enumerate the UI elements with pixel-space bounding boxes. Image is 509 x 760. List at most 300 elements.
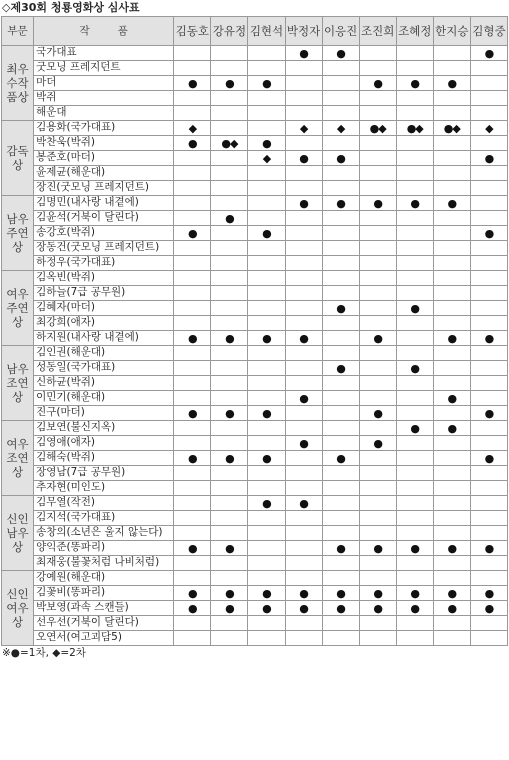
vote-cell xyxy=(322,241,359,256)
category-cell: 신인 여우 상 xyxy=(2,571,34,646)
vote-cell xyxy=(322,421,359,436)
nominee-cell: 김지석(국가대표) xyxy=(34,511,174,526)
vote-cell xyxy=(174,526,211,541)
vote-cell xyxy=(322,136,359,151)
vote-cell: ● xyxy=(174,226,211,241)
vote-cell xyxy=(396,526,433,541)
vote-cell xyxy=(396,91,433,106)
vote-cell: ● xyxy=(248,76,285,91)
table-row xyxy=(2,121,508,136)
vote-cell: ● xyxy=(470,226,507,241)
vote-cell xyxy=(285,271,322,286)
table-row xyxy=(2,466,508,481)
vote-cell: ● xyxy=(470,451,507,466)
vote-cell xyxy=(211,316,248,331)
vote-cell xyxy=(174,511,211,526)
table-row xyxy=(2,211,508,226)
vote-cell xyxy=(470,196,507,211)
judge-header: 조진희 xyxy=(359,17,396,46)
judge-header: 김동호 xyxy=(174,17,211,46)
vote-cell xyxy=(396,511,433,526)
vote-cell xyxy=(396,481,433,496)
vote-cell: ● xyxy=(359,586,396,601)
vote-cell xyxy=(433,361,470,376)
nominee-cell: 최재웅(불꽃처럼 나비처럼) xyxy=(34,556,174,571)
nominee-cell: 김영애(애자) xyxy=(34,436,174,451)
table-row xyxy=(2,406,508,421)
vote-cell xyxy=(174,271,211,286)
nominee-cell: 장영남(7급 공무원) xyxy=(34,466,174,481)
vote-cell xyxy=(396,376,433,391)
vote-cell xyxy=(248,316,285,331)
vote-cell xyxy=(248,376,285,391)
vote-cell xyxy=(285,301,322,316)
vote-cell xyxy=(470,376,507,391)
vote-cell xyxy=(248,616,285,631)
vote-cell xyxy=(285,541,322,556)
table-body xyxy=(2,46,508,646)
vote-cell xyxy=(285,91,322,106)
vote-cell xyxy=(285,241,322,256)
vote-cell xyxy=(359,166,396,181)
vote-cell xyxy=(285,406,322,421)
vote-cell xyxy=(174,91,211,106)
category-cell: 남우 조연 상 xyxy=(2,346,34,421)
nominee-cell: 장진(굿모닝 프레지던트) xyxy=(34,181,174,196)
judge-header: 김현석 xyxy=(248,17,285,46)
vote-cell xyxy=(359,376,396,391)
vote-cell xyxy=(396,316,433,331)
vote-cell xyxy=(248,196,285,211)
vote-cell xyxy=(396,391,433,406)
vote-cell xyxy=(248,481,285,496)
vote-cell: ● xyxy=(359,76,396,91)
vote-cell xyxy=(433,286,470,301)
vote-cell xyxy=(359,616,396,631)
vote-cell xyxy=(322,571,359,586)
vote-cell xyxy=(174,466,211,481)
vote-cell xyxy=(248,301,285,316)
vote-cell xyxy=(285,61,322,76)
vote-cell xyxy=(433,136,470,151)
vote-cell xyxy=(248,286,285,301)
vote-cell xyxy=(285,211,322,226)
vote-cell xyxy=(174,361,211,376)
vote-cell xyxy=(433,451,470,466)
judge-header: 김형중 xyxy=(470,17,507,46)
table-row xyxy=(2,331,508,346)
vote-cell xyxy=(248,211,285,226)
vote-cell xyxy=(396,271,433,286)
judging-table xyxy=(1,16,508,646)
vote-cell xyxy=(174,286,211,301)
vote-cell xyxy=(470,496,507,511)
vote-cell xyxy=(396,181,433,196)
vote-cell xyxy=(211,376,248,391)
vote-cell xyxy=(322,256,359,271)
vote-cell xyxy=(470,256,507,271)
vote-cell xyxy=(470,526,507,541)
vote-cell xyxy=(174,496,211,511)
vote-cell xyxy=(433,436,470,451)
vote-cell xyxy=(359,91,396,106)
vote-cell xyxy=(359,391,396,406)
nominee-cell: 김무열(작전) xyxy=(34,496,174,511)
vote-cell: ● xyxy=(285,436,322,451)
judge-header: 한지승 xyxy=(433,17,470,46)
vote-cell: ● xyxy=(285,601,322,616)
vote-cell: ● xyxy=(359,406,396,421)
table-row xyxy=(2,151,508,166)
vote-cell xyxy=(211,91,248,106)
vote-cell xyxy=(248,541,285,556)
vote-cell xyxy=(322,406,359,421)
vote-cell xyxy=(322,211,359,226)
vote-cell xyxy=(396,61,433,76)
vote-cell xyxy=(174,631,211,646)
nominee-cell: 진구(마더) xyxy=(34,406,174,421)
nominee-cell: 박쥐 xyxy=(34,91,174,106)
vote-cell: ● xyxy=(322,46,359,61)
table-row xyxy=(2,541,508,556)
vote-cell: ● xyxy=(470,406,507,421)
judge-header: 조혜정 xyxy=(396,17,433,46)
nominee-cell: 오연서(여고괴담5) xyxy=(34,631,174,646)
vote-cell xyxy=(174,61,211,76)
vote-cell: ● xyxy=(322,601,359,616)
vote-cell xyxy=(174,421,211,436)
vote-cell xyxy=(396,226,433,241)
table-row xyxy=(2,256,508,271)
table-row xyxy=(2,271,508,286)
vote-cell: ● xyxy=(433,331,470,346)
vote-cell: ● xyxy=(322,196,359,211)
vote-cell: ● xyxy=(248,331,285,346)
vote-cell xyxy=(322,331,359,346)
category-cell: 신인 남우 상 xyxy=(2,496,34,571)
vote-cell: ● xyxy=(359,331,396,346)
vote-cell: ● xyxy=(396,586,433,601)
vote-cell xyxy=(174,346,211,361)
vote-cell xyxy=(396,466,433,481)
vote-cell xyxy=(470,271,507,286)
vote-cell xyxy=(248,361,285,376)
vote-cell xyxy=(248,271,285,286)
vote-cell: ● xyxy=(396,76,433,91)
vote-cell xyxy=(211,256,248,271)
vote-cell xyxy=(359,226,396,241)
vote-cell: ● xyxy=(174,451,211,466)
vote-cell xyxy=(322,631,359,646)
vote-cell xyxy=(470,61,507,76)
vote-cell xyxy=(211,46,248,61)
nominee-cell: 김명민(내사랑 내곁에) xyxy=(34,196,174,211)
table-row xyxy=(2,421,508,436)
vote-cell: ● xyxy=(211,331,248,346)
vote-cell xyxy=(174,556,211,571)
vote-cell: ● xyxy=(174,406,211,421)
vote-cell xyxy=(433,346,470,361)
vote-cell xyxy=(359,631,396,646)
vote-cell xyxy=(470,421,507,436)
table-row xyxy=(2,571,508,586)
vote-cell: ◆ xyxy=(470,121,507,136)
vote-cell xyxy=(396,151,433,166)
table-row xyxy=(2,526,508,541)
vote-cell: ● xyxy=(174,76,211,91)
table-row xyxy=(2,136,508,151)
table-row xyxy=(2,166,508,181)
vote-cell: ● xyxy=(322,541,359,556)
header-row xyxy=(2,17,508,46)
vote-cell xyxy=(174,241,211,256)
nominee-cell: 김보연(불신지옥) xyxy=(34,421,174,436)
vote-cell: ● xyxy=(285,151,322,166)
vote-cell xyxy=(322,511,359,526)
vote-cell xyxy=(285,316,322,331)
vote-cell: ● xyxy=(359,541,396,556)
vote-cell: ● xyxy=(359,601,396,616)
vote-cell xyxy=(433,271,470,286)
category-cell: 남우 주연 상 xyxy=(2,196,34,271)
vote-cell: ● xyxy=(248,136,285,151)
vote-cell xyxy=(322,436,359,451)
table-row xyxy=(2,631,508,646)
vote-cell xyxy=(470,556,507,571)
vote-cell xyxy=(396,211,433,226)
vote-cell: ● xyxy=(396,361,433,376)
vote-cell xyxy=(211,436,248,451)
table-row xyxy=(2,76,508,91)
table-row xyxy=(2,241,508,256)
vote-cell xyxy=(211,226,248,241)
vote-cell xyxy=(470,466,507,481)
vote-cell xyxy=(470,391,507,406)
vote-cell xyxy=(285,511,322,526)
vote-cell xyxy=(211,421,248,436)
vote-cell xyxy=(359,286,396,301)
vote-cell xyxy=(211,106,248,121)
vote-cell xyxy=(396,331,433,346)
table-row xyxy=(2,511,508,526)
vote-cell xyxy=(248,436,285,451)
nominee-cell: 김옥빈(박쥐) xyxy=(34,271,174,286)
vote-cell: ● xyxy=(174,331,211,346)
vote-cell xyxy=(433,481,470,496)
vote-cell xyxy=(174,46,211,61)
vote-cell: ● xyxy=(470,331,507,346)
nominee-cell: 최강희(애자) xyxy=(34,316,174,331)
vote-cell xyxy=(322,316,359,331)
vote-cell: ● xyxy=(396,541,433,556)
vote-cell xyxy=(174,211,211,226)
vote-cell xyxy=(359,421,396,436)
vote-cell: ● xyxy=(322,301,359,316)
vote-cell xyxy=(285,376,322,391)
vote-cell xyxy=(322,376,359,391)
vote-cell xyxy=(322,496,359,511)
category-header: 부문 xyxy=(2,17,34,46)
vote-cell xyxy=(470,571,507,586)
vote-cell xyxy=(322,481,359,496)
vote-cell xyxy=(359,301,396,316)
vote-cell xyxy=(470,511,507,526)
vote-cell xyxy=(433,166,470,181)
page-title: ◇제30회 청룡영화상 심사표 xyxy=(2,1,140,14)
table-row xyxy=(2,286,508,301)
vote-cell xyxy=(285,451,322,466)
vote-cell xyxy=(322,61,359,76)
vote-cell xyxy=(470,166,507,181)
vote-cell: ◆ xyxy=(174,121,211,136)
vote-cell xyxy=(285,106,322,121)
vote-cell: ● xyxy=(359,196,396,211)
vote-cell: ● xyxy=(285,46,322,61)
vote-cell: ● xyxy=(433,541,470,556)
vote-cell: ● xyxy=(211,541,248,556)
vote-cell xyxy=(248,391,285,406)
vote-cell: ● xyxy=(433,421,470,436)
vote-cell xyxy=(322,166,359,181)
vote-cell xyxy=(248,46,285,61)
vote-cell xyxy=(285,526,322,541)
vote-cell xyxy=(433,631,470,646)
table-row xyxy=(2,91,508,106)
category-cell: 여우 조연 상 xyxy=(2,421,34,496)
vote-cell xyxy=(433,91,470,106)
vote-cell xyxy=(174,571,211,586)
vote-cell xyxy=(433,406,470,421)
vote-cell xyxy=(359,481,396,496)
vote-cell: ● xyxy=(174,586,211,601)
vote-cell xyxy=(359,361,396,376)
vote-cell: ● xyxy=(248,451,285,466)
nominee-cell: 박찬욱(박쥐) xyxy=(34,136,174,151)
judge-header: 강유정 xyxy=(211,17,248,46)
judge-header: 이응진 xyxy=(322,17,359,46)
vote-cell xyxy=(396,166,433,181)
vote-cell xyxy=(174,316,211,331)
vote-cell xyxy=(248,346,285,361)
vote-cell: ● xyxy=(211,76,248,91)
vote-cell xyxy=(248,121,285,136)
vote-cell xyxy=(396,346,433,361)
vote-cell xyxy=(359,46,396,61)
vote-cell xyxy=(359,526,396,541)
vote-cell xyxy=(396,256,433,271)
vote-cell xyxy=(174,256,211,271)
vote-cell: ● xyxy=(470,601,507,616)
vote-cell xyxy=(470,481,507,496)
vote-cell xyxy=(248,91,285,106)
vote-cell xyxy=(211,61,248,76)
vote-cell xyxy=(359,451,396,466)
vote-cell: ● xyxy=(322,361,359,376)
vote-cell xyxy=(322,181,359,196)
vote-cell: ● xyxy=(285,331,322,346)
table-row xyxy=(2,556,508,571)
vote-cell xyxy=(211,481,248,496)
vote-cell xyxy=(174,391,211,406)
nominee-cell: 김인권(해운대) xyxy=(34,346,174,361)
vote-cell xyxy=(285,616,322,631)
vote-cell: ●◆ xyxy=(433,121,470,136)
vote-cell xyxy=(396,571,433,586)
vote-cell xyxy=(174,166,211,181)
vote-cell xyxy=(433,571,470,586)
table-row xyxy=(2,196,508,211)
vote-cell: ●◆ xyxy=(359,121,396,136)
vote-cell xyxy=(359,181,396,196)
table-row xyxy=(2,46,508,61)
nominee-cell: 국가대표 xyxy=(34,46,174,61)
nominee-cell: 하정우(국가대표) xyxy=(34,256,174,271)
table-row xyxy=(2,61,508,76)
nominee-cell: 마더 xyxy=(34,76,174,91)
vote-cell xyxy=(174,481,211,496)
vote-cell xyxy=(433,151,470,166)
vote-cell xyxy=(470,76,507,91)
table-row xyxy=(2,361,508,376)
vote-cell xyxy=(211,301,248,316)
vote-cell xyxy=(396,631,433,646)
vote-cell: ● xyxy=(211,211,248,226)
vote-cell xyxy=(211,496,248,511)
table-row xyxy=(2,226,508,241)
nominee-cell: 신하균(박쥐) xyxy=(34,376,174,391)
vote-cell: ● xyxy=(433,196,470,211)
vote-cell xyxy=(211,361,248,376)
vote-cell xyxy=(248,526,285,541)
vote-cell xyxy=(433,301,470,316)
vote-cell xyxy=(322,271,359,286)
legend-note: ※●=1차, ◆=2차 xyxy=(2,647,86,659)
vote-cell xyxy=(174,196,211,211)
vote-cell xyxy=(211,391,248,406)
vote-cell: ● xyxy=(211,451,248,466)
vote-cell xyxy=(174,181,211,196)
vote-cell xyxy=(211,196,248,211)
vote-cell xyxy=(211,121,248,136)
vote-cell: ● xyxy=(285,391,322,406)
vote-cell xyxy=(396,616,433,631)
vote-cell xyxy=(470,346,507,361)
vote-cell xyxy=(248,61,285,76)
vote-cell: ● xyxy=(285,586,322,601)
vote-cell xyxy=(359,466,396,481)
vote-cell xyxy=(359,571,396,586)
vote-cell: ● xyxy=(248,406,285,421)
vote-cell: ● xyxy=(433,76,470,91)
vote-cell: ● xyxy=(396,301,433,316)
vote-cell xyxy=(470,106,507,121)
vote-cell xyxy=(470,301,507,316)
vote-cell xyxy=(248,571,285,586)
vote-cell xyxy=(433,241,470,256)
nominee-cell: 김용화(국가대표) xyxy=(34,121,174,136)
vote-cell xyxy=(396,451,433,466)
table-row xyxy=(2,106,508,121)
vote-cell xyxy=(396,46,433,61)
vote-cell xyxy=(285,571,322,586)
vote-cell xyxy=(285,286,322,301)
vote-cell xyxy=(359,556,396,571)
vote-cell: ● xyxy=(470,46,507,61)
vote-cell xyxy=(211,271,248,286)
nominee-cell: 성동일(국가대표) xyxy=(34,361,174,376)
vote-cell xyxy=(396,136,433,151)
vote-cell xyxy=(322,106,359,121)
